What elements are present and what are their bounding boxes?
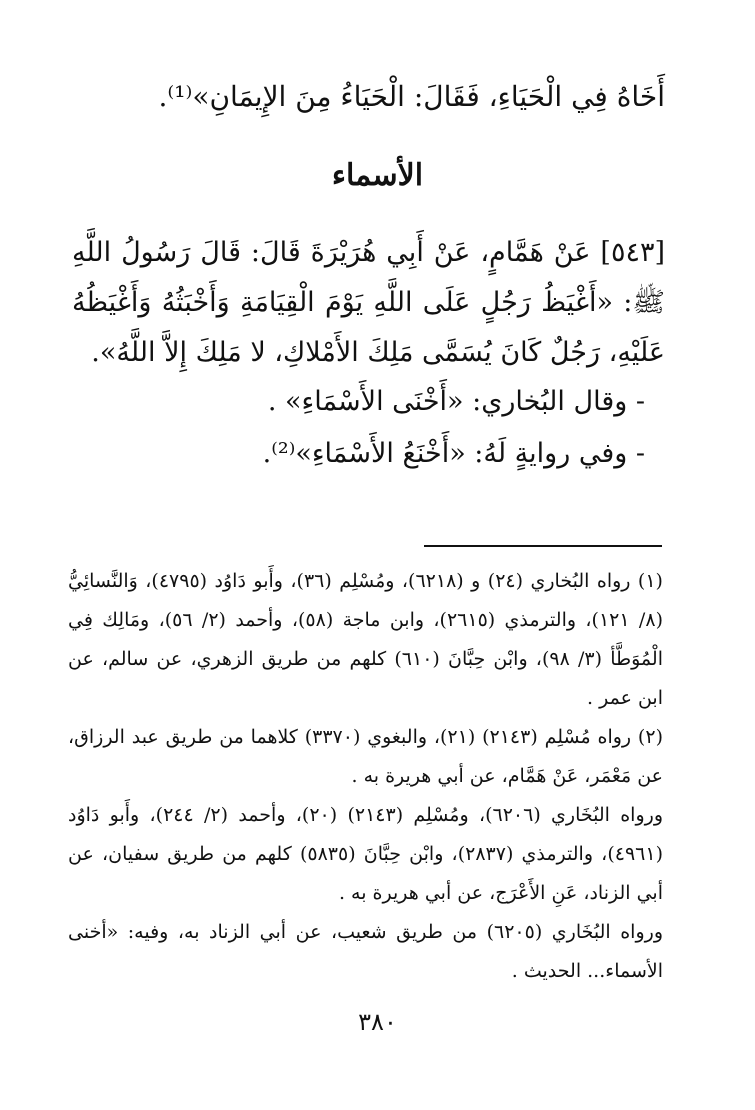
footnote-1: (١) رواه البُخاري (٢٤) و (٦٢١٨)، ومُسْلِم (٣٦)، وأَبو دَاوُد (٤٧٩٥)، وَالنَّسائِيُّ (٨/ ١٢١)، والترمذي (٢٦١٥)، وابن ماجة (٥٨)، وأحمد (٢/ ٥٦)، ومَالِك فِي الْمُوَطَّأ (٣/ ٩٨)، وابْن حِبَّانَ (٦١٠) كلهم من طريق الزهري، عن سالم، عن ابن عمر . <box>68 570 663 709</box>
page-number: ٣٨٠ <box>358 1008 397 1036</box>
footnote-2-continuation-b: ورواه البُخَاري (٦٢٠٥) من طريق شعيب، عن أبي الزناد به، وفيه: «أخنى الأسماء... الحديث . <box>68 921 663 982</box>
hadith-paragraph <box>72 228 665 378</box>
hadith-text: عَنْ هَمَّامٍ، عَنْ أَبِي هُرَيْرَةَ قَالَ: قَالَ رَسُولُ اللَّهِ ﷺ: «أَغْيَظُ رَجُلٍ عَلَى اللَّهِ يَوْمَ الْقِيَامَةِ وَأَخْبَثُهُ وَأَغْيَظُهُ عَلَيْهِ، رَجُلٌ كَانَ يُسَمَّى مَلِكَ الأَمْلاكِ، لا مَلِكَ إِلاَّ اللَّهُ». <box>72 237 665 368</box>
note-bukhari: - وقال البُخاري: «أَخْنَى الأَسْمَاءِ» . <box>267 386 645 417</box>
continuation-line: أَخَاهُ فِي الْحَيَاءِ، فَقَالَ: الْحَيَاءُ مِنَ الإِيمَانِ»⁽¹⁾. <box>158 80 665 113</box>
footnote-divider <box>424 545 662 547</box>
section-title: الأسماء <box>331 158 424 193</box>
footnote-2: (٢) رواه مُسْلِم (٢١٤٣) (٢١)، والبغوي (٣٣٧٠) كلاهما من طريق عبد الرزاق، عن مَعْمَر، عَنْ هَمَّام، عن أبي هريرة به . <box>68 726 663 787</box>
hadith-number: [٥٤٣] <box>600 237 665 268</box>
note-riwaya: - وفي روايةٍ لَهُ: «أَخْنَعُ الأَسْمَاءِ»⁽²⁾. <box>262 438 645 469</box>
footnote-2-continuation-a: ورواه البُخَاري (٦٢٠٦)، ومُسْلِم (٢١٤٣) (٢٠)، وأحمد (٢/ ٢٤٤)، وأَبو دَاوُد (٤٩٦١)، والترمذي (٢٨٣٧)، وابْن حِبَّانَ (٥٨٣٥) كلهم من طريق سفيان، عن أبي الزناد، عَنِ الأَعْرَج، عن أبي هريرة به . <box>68 804 663 904</box>
footnotes-block <box>68 562 663 991</box>
